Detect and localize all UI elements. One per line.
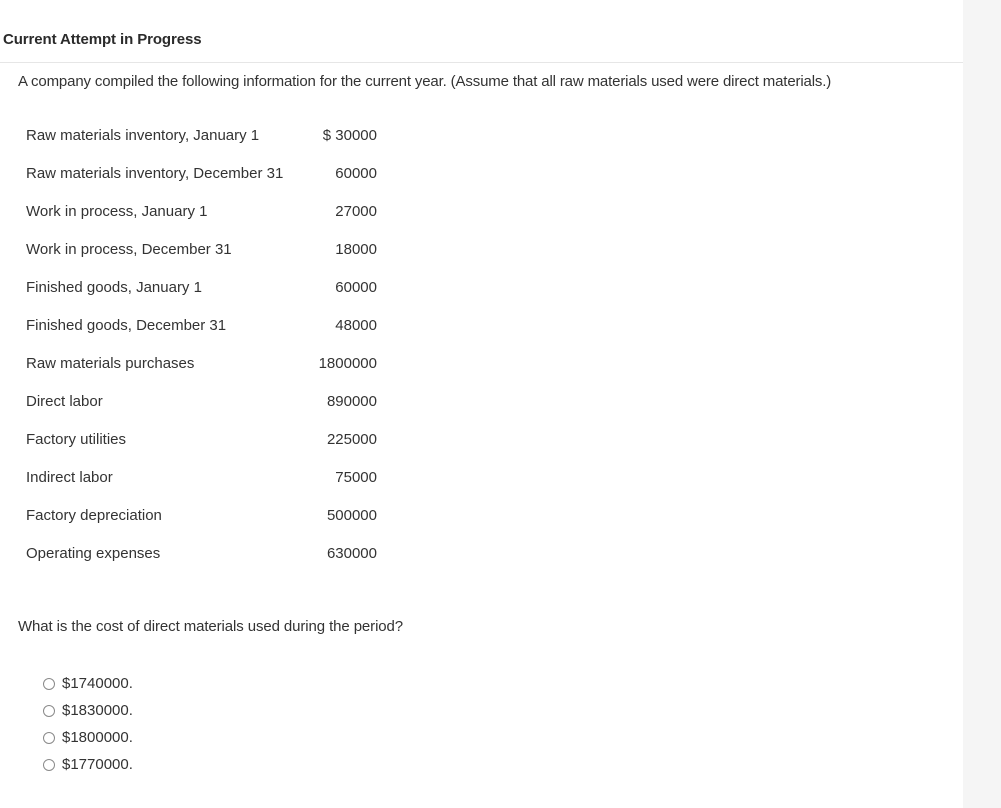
row-label: Factory utilities bbox=[26, 430, 127, 448]
row-label: Work in process, December 31 bbox=[26, 240, 232, 258]
radio-button-icon[interactable] bbox=[43, 732, 55, 744]
attempt-status-header: Current Attempt in Progress bbox=[3, 31, 202, 48]
row-label: Factory depreciation bbox=[26, 506, 162, 524]
answer-option-label: $1770000. bbox=[62, 756, 133, 773]
financial-data-table bbox=[26, 116, 377, 572]
answer-option-4[interactable] bbox=[43, 751, 133, 778]
answer-option-1[interactable] bbox=[43, 670, 133, 697]
row-value: 75000 bbox=[335, 468, 377, 486]
table-row bbox=[26, 268, 377, 306]
row-value: 225000 bbox=[326, 430, 377, 448]
row-value: 27000 bbox=[335, 202, 377, 220]
row-value: 890000 bbox=[326, 392, 377, 410]
row-label: Raw materials inventory, December 31 bbox=[26, 164, 284, 182]
answer-option-label: $1830000. bbox=[62, 702, 133, 719]
answer-option-2[interactable] bbox=[43, 697, 133, 724]
row-value: 18000 bbox=[335, 240, 377, 258]
table-row bbox=[26, 344, 377, 382]
question-intro: A company compiled the following information for the current year. (Assume that all raw materials used were direct materials.) bbox=[18, 73, 832, 90]
row-label: Finished goods, January 1 bbox=[26, 278, 202, 296]
table-row bbox=[26, 458, 377, 496]
row-value: 60000 bbox=[335, 278, 377, 296]
table-row bbox=[26, 420, 377, 458]
answer-option-3[interactable] bbox=[43, 724, 133, 751]
row-label: Raw materials purchases bbox=[26, 354, 195, 372]
answer-option-label: $1800000. bbox=[62, 729, 133, 746]
radio-button-icon[interactable] bbox=[43, 759, 55, 771]
row-value: 60000 bbox=[335, 164, 377, 182]
row-label: Direct labor bbox=[26, 392, 103, 410]
row-value: 48000 bbox=[335, 316, 377, 334]
row-label: Indirect labor bbox=[26, 468, 113, 486]
header-divider bbox=[0, 62, 963, 63]
row-label: Work in process, January 1 bbox=[26, 202, 208, 220]
table-row bbox=[26, 306, 377, 344]
table-row bbox=[26, 382, 377, 420]
table-row bbox=[26, 154, 377, 192]
row-label: Finished goods, December 31 bbox=[26, 316, 227, 334]
answer-option-label: $1740000. bbox=[62, 675, 133, 692]
row-label: Operating expenses bbox=[26, 544, 161, 562]
row-value: 1800000 bbox=[318, 354, 377, 372]
table-row bbox=[26, 230, 377, 268]
row-value: $ 30000 bbox=[322, 126, 377, 144]
table-row bbox=[26, 116, 377, 154]
table-row bbox=[26, 534, 377, 572]
answer-options bbox=[43, 670, 133, 778]
page-gutter bbox=[963, 0, 1001, 808]
row-label: Raw materials inventory, January 1 bbox=[26, 126, 260, 144]
row-value: 630000 bbox=[326, 544, 377, 562]
table-row bbox=[26, 496, 377, 534]
question-prompt: What is the cost of direct materials used during the period? bbox=[18, 618, 404, 635]
table-row bbox=[26, 192, 377, 230]
radio-button-icon[interactable] bbox=[43, 678, 55, 690]
row-value: 500000 bbox=[326, 506, 377, 524]
radio-button-icon[interactable] bbox=[43, 705, 55, 717]
